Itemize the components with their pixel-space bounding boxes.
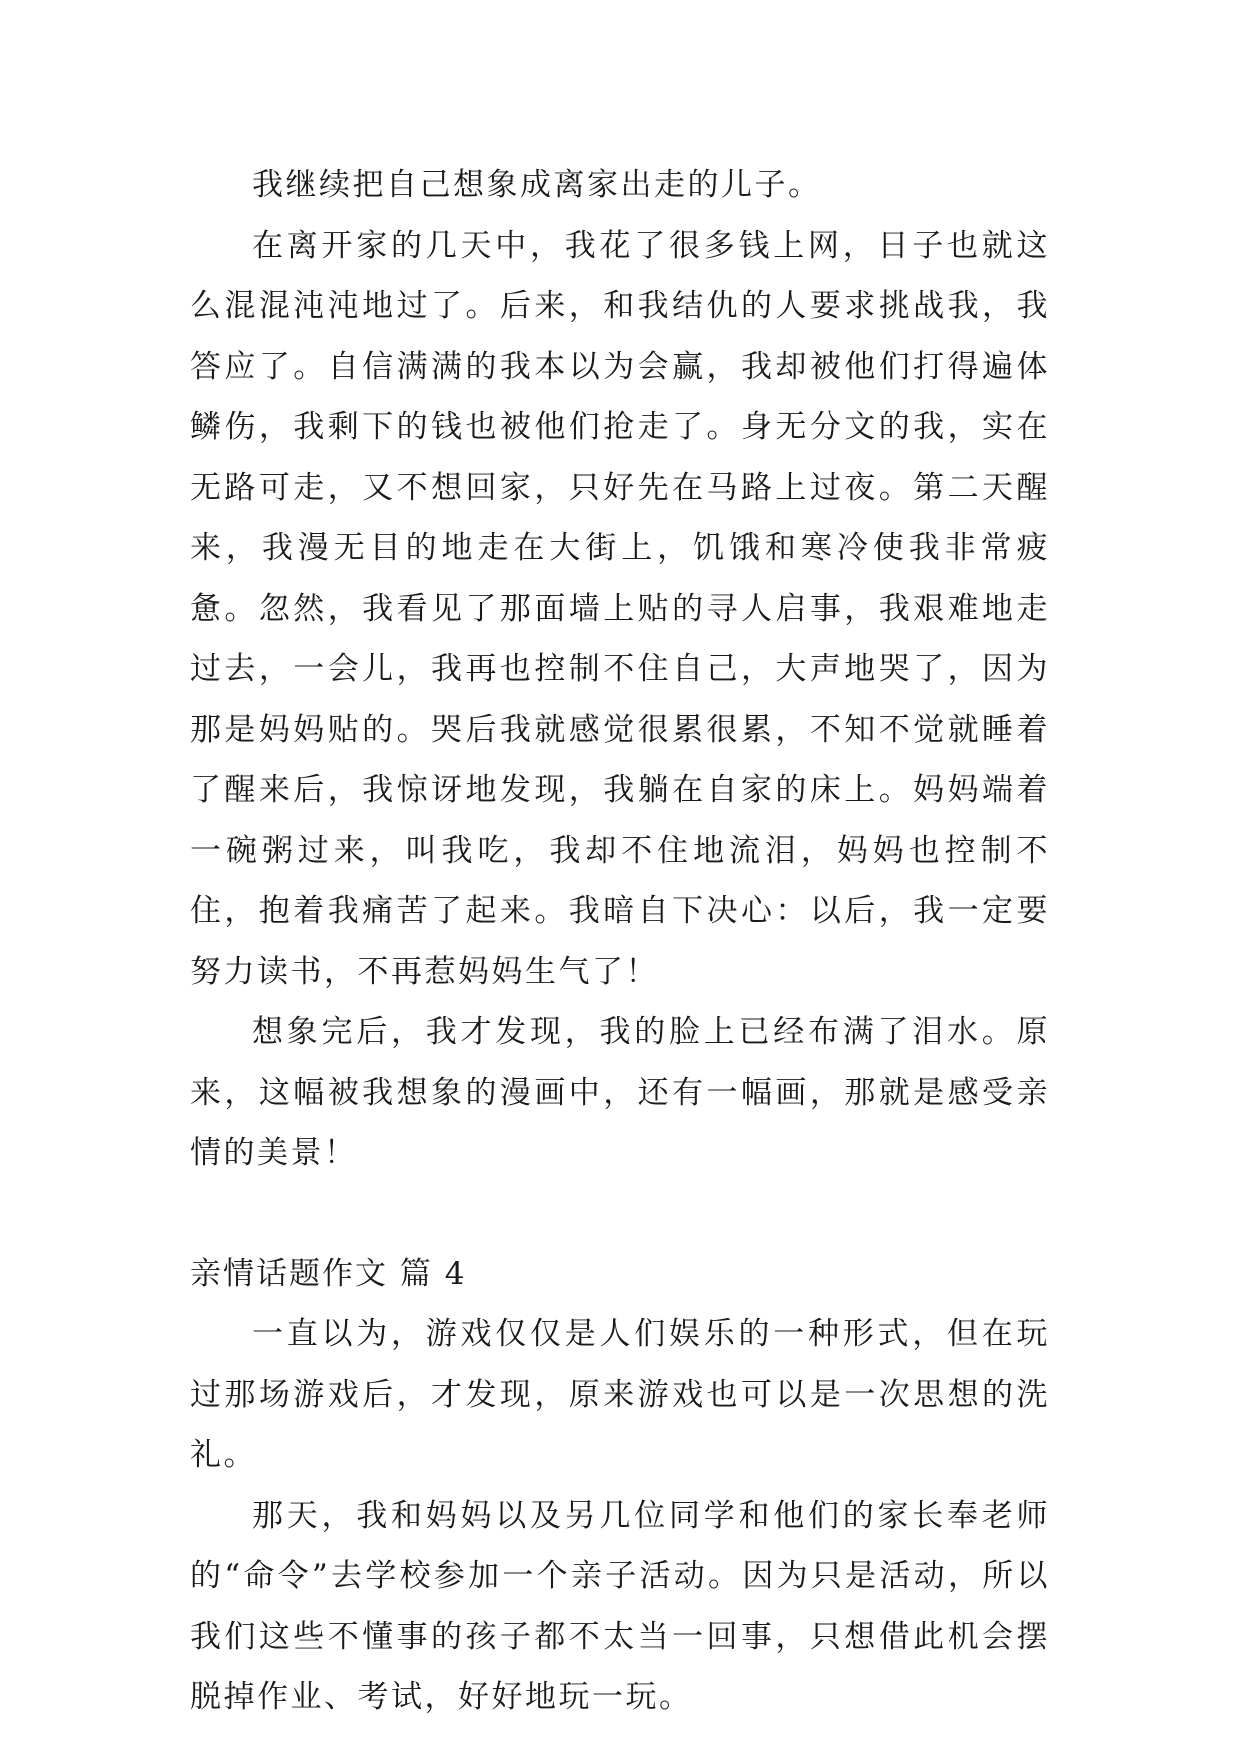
paragraph: 我继续把自己想象成离家出走的儿子。 xyxy=(252,167,822,203)
paragraph: 想象完后，我才发现，我的脸上已经布满了泪水。原来，这幅被我想象的漫画中，还有一幅画，那就是感受亲情的美景！ xyxy=(190,1014,1050,1171)
paragraph: 在离开家的几天中，我花了很多钱上网，日子也就这么混混沌沌地过了。后来，和我结仇的人要求挑战我，我答应了。自信满满的我本以为会赢，我却被他们打得遍体鳞伤，我剩下的钱也被他们抢走了。身无分文的我，实在无路可走，又不想回家，只好先在马路上过夜。第二天醒来，我漫无目的地走在大街上，饥饿和寒冷使我非常疲惫。忽然，我看见了那面墙上贴的寻人启事，我艰难地走过去，一会儿，我再也控制不住自己，大声地哭了，因为那是妈妈贴的。哭后我就感觉很累很累，不知不觉就睡着了醒来后，我惊讶地发现，我躺在自家的床上。妈妈端着一碗粥过来，叫我吃，我却不住地流泪，妈妈也控制不住，抱着我痛苦了起来。我暗自下决心：以后，我一定要努力读书，不再惹妈妈生气了！ xyxy=(190,227,1050,990)
paragraph: 那天，我和妈妈以及另几位同学和他们的家长奉老师的“命令”去学校参加一个亲子活动。因为只是活动，所以我们这些不懂事的孩子都不太当一回事，只想借此机会摆脱掉作业、考试，好好地玩一玩。 xyxy=(190,1497,1050,1715)
section-heading: 亲情话题作文 篇 4 xyxy=(190,1255,467,1292)
paragraph: 一直以为，游戏仅仅是人们娱乐的一种形式，但在玩过那场游戏后，才发现，原来游戏也可以是一次思想的洗礼。 xyxy=(190,1316,1050,1473)
document-body xyxy=(190,155,1050,1728)
